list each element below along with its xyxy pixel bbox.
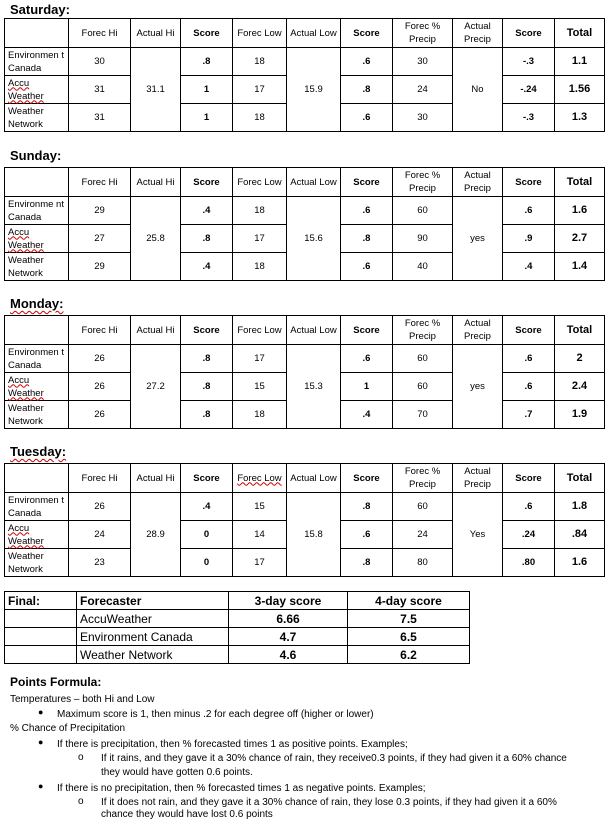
tuesday-table bbox=[4, 463, 605, 577]
forecaster-name: Accu Weather bbox=[5, 76, 69, 104]
day-title-monday: Monday: bbox=[10, 296, 64, 311]
header-forec-hi: Forec Hi bbox=[69, 316, 131, 345]
score-precip: .6 bbox=[503, 373, 555, 401]
score-hi: 0 bbox=[181, 549, 233, 577]
header-total: Total bbox=[555, 168, 605, 197]
forec-hi: 31 bbox=[69, 104, 131, 132]
total: 1.9 bbox=[555, 401, 605, 429]
header-score: Score bbox=[341, 168, 393, 197]
header-actual-precip: Actual Precip bbox=[453, 464, 503, 493]
table-row bbox=[5, 345, 605, 373]
total: 1.8 bbox=[555, 493, 605, 521]
header-score: Score bbox=[503, 464, 555, 493]
score-low: .8 bbox=[341, 76, 393, 104]
header-actual-low: Actual Low bbox=[287, 168, 341, 197]
total: 1.4 bbox=[555, 253, 605, 281]
header-forec-low: Forec Low bbox=[233, 464, 287, 493]
score-hi: .8 bbox=[181, 345, 233, 373]
forec-hi: 26 bbox=[69, 345, 131, 373]
forec-precip: 30 bbox=[393, 104, 453, 132]
header-score: Score bbox=[181, 168, 233, 197]
forec-low: 18 bbox=[233, 197, 287, 225]
total: .84 bbox=[555, 521, 605, 549]
header-score: Score bbox=[503, 19, 555, 48]
forecaster-name: Weather Network bbox=[5, 253, 69, 281]
score-low: .6 bbox=[341, 104, 393, 132]
forec-hi: 26 bbox=[69, 373, 131, 401]
header-score: Score bbox=[181, 316, 233, 345]
header-total: Total bbox=[555, 19, 605, 48]
forec-low: 15 bbox=[233, 493, 287, 521]
bullet-dot-icon: ● bbox=[38, 781, 44, 791]
header-actual-low: Actual Low bbox=[287, 464, 341, 493]
total: 1.56 bbox=[555, 76, 605, 104]
header-forec-hi: Forec Hi bbox=[69, 19, 131, 48]
monday-table bbox=[4, 315, 605, 429]
table-row bbox=[5, 646, 470, 664]
actual-low: 15.3 bbox=[287, 345, 341, 429]
score-precip: .6 bbox=[503, 345, 555, 373]
forec-precip: 60 bbox=[393, 373, 453, 401]
formula-precip-yes-example-1: If it rains, and they gave it a 30% chance of rain, they receive0.3 points, if they had given it a 60% chance bbox=[101, 753, 567, 764]
forecaster-name: Weather Network bbox=[5, 104, 69, 132]
header-forec-low: Forec Low bbox=[233, 168, 287, 197]
day-title-tuesday: Tuesday: bbox=[10, 444, 67, 459]
header-total: Total bbox=[555, 464, 605, 493]
score-4day: 6.2 bbox=[348, 646, 470, 664]
forecaster-name: Environment Canada bbox=[77, 628, 229, 646]
table-row bbox=[5, 610, 470, 628]
forecaster-name: Accu Weather bbox=[5, 521, 69, 549]
actual-hi: 31.1 bbox=[131, 48, 181, 132]
forecaster-name: Environmen t Canada bbox=[5, 48, 69, 76]
forec-precip: 70 bbox=[393, 401, 453, 429]
forec-low: 15 bbox=[233, 373, 287, 401]
actual-hi: 25.8 bbox=[131, 197, 181, 281]
score-low: .8 bbox=[341, 493, 393, 521]
forec-hi: 23 bbox=[69, 549, 131, 577]
actual-hi: 27.2 bbox=[131, 345, 181, 429]
forec-low: 18 bbox=[233, 401, 287, 429]
total: 1.6 bbox=[555, 549, 605, 577]
bullet-dot-icon: ● bbox=[38, 737, 44, 747]
score-hi: .8 bbox=[181, 48, 233, 76]
score-precip: .24 bbox=[503, 521, 555, 549]
score-hi: 1 bbox=[181, 76, 233, 104]
score-precip: .6 bbox=[503, 493, 555, 521]
actual-precip: yes bbox=[453, 345, 503, 429]
score-hi: .8 bbox=[181, 225, 233, 253]
score-precip: -.24 bbox=[503, 76, 555, 104]
formula-temps-heading: Temperatures – both Hi and Low bbox=[10, 694, 155, 705]
bullet-circle-icon: o bbox=[78, 752, 84, 763]
actual-precip: No bbox=[453, 48, 503, 132]
forec-precip: 80 bbox=[393, 549, 453, 577]
forecaster-name: Weather Network bbox=[5, 401, 69, 429]
forec-precip: 60 bbox=[393, 197, 453, 225]
bullet-dot-icon: ● bbox=[38, 707, 44, 717]
header-score: Score bbox=[181, 464, 233, 493]
forec-hi: 31 bbox=[69, 76, 131, 104]
day-title-sunday: Sunday: bbox=[10, 148, 62, 163]
header-forec-low: Forec Low bbox=[233, 19, 287, 48]
table-row bbox=[5, 197, 605, 225]
forec-precip: 90 bbox=[393, 225, 453, 253]
forec-hi: 26 bbox=[69, 401, 131, 429]
header-actual-hi: Actual Hi bbox=[131, 464, 181, 493]
header-actual-hi: Actual Hi bbox=[131, 19, 181, 48]
final-scores-table bbox=[4, 591, 470, 664]
header-forec-low: Forec Low bbox=[233, 316, 287, 345]
score-3day: 4.7 bbox=[229, 628, 348, 646]
forec-low: 17 bbox=[233, 76, 287, 104]
score-low: .4 bbox=[341, 401, 393, 429]
header-4day-score: 4-day score bbox=[348, 592, 470, 610]
header-3day-score: 3-day score bbox=[229, 592, 348, 610]
header-forecaster: Forecaster bbox=[77, 592, 229, 610]
header-forec-hi: Forec Hi bbox=[69, 168, 131, 197]
score-hi: .8 bbox=[181, 373, 233, 401]
header-actual-hi: Actual Hi bbox=[131, 168, 181, 197]
total: 1.1 bbox=[555, 48, 605, 76]
formula-precip-heading: % Chance of Precipitation bbox=[10, 723, 126, 734]
score-hi: 1 bbox=[181, 104, 233, 132]
actual-low: 15.6 bbox=[287, 197, 341, 281]
header-forec-precip: Forec % Precip bbox=[393, 168, 453, 197]
score-hi: .8 bbox=[181, 401, 233, 429]
score-hi: .4 bbox=[181, 493, 233, 521]
score-3day: 4.6 bbox=[229, 646, 348, 664]
total: 2 bbox=[555, 345, 605, 373]
forec-precip: 60 bbox=[393, 493, 453, 521]
formula-precip-no-example-1: If it does not rain, and they gave it a 30% chance of rain, they lose 0.3 points, if they had given it a 60% bbox=[101, 797, 557, 808]
formula-temps-bullet: Maximum score is 1, then minus .2 for each degree off (higher or lower) bbox=[57, 709, 374, 720]
score-low: .6 bbox=[341, 48, 393, 76]
formula-title: Points Formula: bbox=[10, 675, 102, 689]
header-actual-hi: Actual Hi bbox=[131, 316, 181, 345]
formula-precip-yes-example-2: they would have gotten 0.6 points. bbox=[101, 767, 253, 778]
saturday-table bbox=[4, 18, 605, 132]
forecaster-name: Accu Weather bbox=[5, 225, 69, 253]
day-title-saturday: Saturday: bbox=[10, 2, 70, 17]
header-actual-precip: Actual Precip bbox=[453, 168, 503, 197]
table-row bbox=[5, 493, 605, 521]
score-low: .6 bbox=[341, 521, 393, 549]
score-precip: -.3 bbox=[503, 104, 555, 132]
header-forec-hi: Forec Hi bbox=[69, 464, 131, 493]
actual-precip: yes bbox=[453, 197, 503, 281]
forec-hi: 29 bbox=[69, 197, 131, 225]
forecaster-name: Environme nt Canada bbox=[5, 197, 69, 225]
header-forec-precip: Forec % Precip bbox=[393, 19, 453, 48]
score-4day: 6.5 bbox=[348, 628, 470, 646]
forecaster-name: Accu Weather bbox=[5, 373, 69, 401]
score-hi: .4 bbox=[181, 253, 233, 281]
forec-precip: 24 bbox=[393, 521, 453, 549]
header-score: Score bbox=[341, 316, 393, 345]
forec-low: 17 bbox=[233, 549, 287, 577]
score-precip: .80 bbox=[503, 549, 555, 577]
header-forec-precip: Forec % Precip bbox=[393, 464, 453, 493]
header-score: Score bbox=[503, 168, 555, 197]
forecaster-name: Weather Network bbox=[77, 646, 229, 664]
forec-hi: 30 bbox=[69, 48, 131, 76]
total: 1.3 bbox=[555, 104, 605, 132]
header-score: Score bbox=[341, 19, 393, 48]
forec-low: 17 bbox=[233, 225, 287, 253]
forec-hi: 24 bbox=[69, 521, 131, 549]
actual-low: 15.9 bbox=[287, 48, 341, 132]
score-precip: -.3 bbox=[503, 48, 555, 76]
table-row bbox=[5, 48, 605, 76]
table-row bbox=[5, 628, 470, 646]
header-score: Score bbox=[503, 316, 555, 345]
forecaster-name: Weather Network bbox=[5, 549, 69, 577]
score-low: .6 bbox=[341, 253, 393, 281]
forec-precip: 24 bbox=[393, 76, 453, 104]
score-low: .8 bbox=[341, 549, 393, 577]
forecaster-name: Environmen t Canada bbox=[5, 345, 69, 373]
score-4day: 7.5 bbox=[348, 610, 470, 628]
forec-precip: 40 bbox=[393, 253, 453, 281]
bullet-circle-icon: o bbox=[78, 796, 84, 807]
header-actual-precip: Actual Precip bbox=[453, 19, 503, 48]
score-hi: 0 bbox=[181, 521, 233, 549]
forec-hi: 26 bbox=[69, 493, 131, 521]
forec-hi: 29 bbox=[69, 253, 131, 281]
score-hi: .4 bbox=[181, 197, 233, 225]
header-actual-precip: Actual Precip bbox=[453, 316, 503, 345]
score-low: .8 bbox=[341, 225, 393, 253]
header-score: Score bbox=[341, 464, 393, 493]
header-actual-low: Actual Low bbox=[287, 19, 341, 48]
score-3day: 6.66 bbox=[229, 610, 348, 628]
header-forec-precip: Forec % Precip bbox=[393, 316, 453, 345]
score-low: 1 bbox=[341, 373, 393, 401]
forec-precip: 30 bbox=[393, 48, 453, 76]
forec-low: 18 bbox=[233, 48, 287, 76]
score-precip: .7 bbox=[503, 401, 555, 429]
score-low: .6 bbox=[341, 345, 393, 373]
forec-hi: 27 bbox=[69, 225, 131, 253]
forec-low: 17 bbox=[233, 345, 287, 373]
total: 2.7 bbox=[555, 225, 605, 253]
score-precip: .6 bbox=[503, 197, 555, 225]
header-score: Score bbox=[181, 19, 233, 48]
sunday-table bbox=[4, 167, 605, 281]
header-actual-low: Actual Low bbox=[287, 316, 341, 345]
formula-precip-yes: If there is precipitation, then % forecasted times 1 as positive points. Examples; bbox=[57, 739, 408, 750]
score-precip: .9 bbox=[503, 225, 555, 253]
actual-low: 15.8 bbox=[287, 493, 341, 577]
final-label: Final: bbox=[5, 592, 77, 610]
score-precip: .4 bbox=[503, 253, 555, 281]
formula-precip-no: If there is no precipitation, then % forecasted times 1 as negative points. Examples; bbox=[57, 783, 426, 794]
score-low: .6 bbox=[341, 197, 393, 225]
formula-precip-no-example-2: chance they would have lost 0.6 points bbox=[101, 809, 273, 820]
forecaster-name: AccuWeather bbox=[77, 610, 229, 628]
actual-precip: Yes bbox=[453, 493, 503, 577]
header-total: Total bbox=[555, 316, 605, 345]
actual-hi: 28.9 bbox=[131, 493, 181, 577]
forec-precip: 60 bbox=[393, 345, 453, 373]
total: 1.6 bbox=[555, 197, 605, 225]
forec-low: 18 bbox=[233, 104, 287, 132]
total: 2.4 bbox=[555, 373, 605, 401]
forec-low: 14 bbox=[233, 521, 287, 549]
forec-low: 18 bbox=[233, 253, 287, 281]
forecaster-name: Environmen t Canada bbox=[5, 493, 69, 521]
